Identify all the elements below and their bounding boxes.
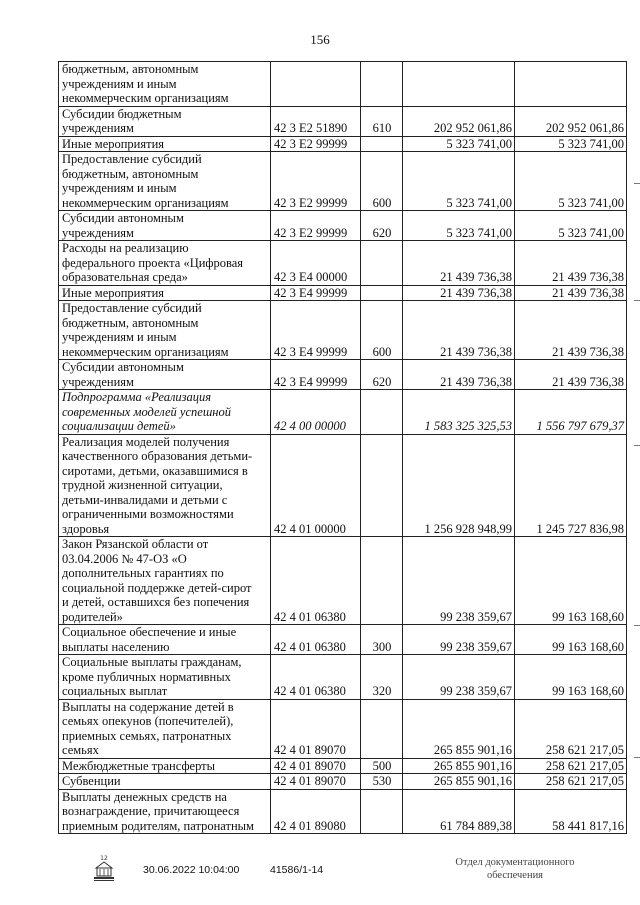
amount-first-cell: 265 855 901,16: [403, 774, 515, 790]
amount-first-cell: 99 238 359,67: [403, 655, 515, 700]
table-row: [59, 285, 627, 301]
page-number: 156: [310, 32, 330, 47]
expense-type-cell: 610: [361, 106, 403, 136]
expense-type-cell: [361, 699, 403, 758]
stamp-line: обеспечения: [486, 870, 544, 881]
classification-code-cell: 42 4 01 89070: [271, 699, 361, 758]
table-row: [59, 789, 627, 834]
table-row: [59, 655, 627, 700]
amount-first-cell: 265 855 901,16: [403, 699, 515, 758]
item-name-cell: Выплаты на содержание детей в семьях опекунов (попечителей), приемных семьях, патронатных семьях: [59, 699, 271, 758]
amount-first-cell: 99 238 359,67: [403, 537, 515, 625]
amount-first-cell: 5 323 741,00: [403, 152, 515, 211]
table-row: [59, 211, 627, 241]
margin-mark: [634, 445, 640, 446]
amount-second-cell: 21 439 736,38: [515, 301, 627, 360]
classification-code-cell: 42 4 01 89080: [271, 789, 361, 834]
table-row: [59, 360, 627, 390]
amount-second-cell: 5 323 741,00: [515, 152, 627, 211]
classification-code-cell: 42 3 E4 00000: [271, 241, 361, 286]
amount-second-cell: 5 323 741,00: [515, 136, 627, 152]
amount-second-cell: 99 163 168,60: [515, 537, 627, 625]
expense-type-cell: 600: [361, 301, 403, 360]
amount-first-cell: 5 323 741,00: [403, 211, 515, 241]
item-name-cell: Закон Рязанской области от 03.04.2006 № 47-ОЗ «О дополнительных гарантиях по социальной поддержке детей-сирот и детей, оставшихся без попечения родителей»: [59, 537, 271, 625]
classification-code-cell: 42 3 E2 99999: [271, 152, 361, 211]
item-name-cell: Субвенции: [59, 774, 271, 790]
amount-first-cell: 1 583 325 325,53: [403, 390, 515, 435]
classification-code-cell: 42 4 01 89070: [271, 758, 361, 774]
amount-first-cell: 1 256 928 948,99: [403, 434, 515, 537]
amount-first-cell: 21 439 736,38: [403, 301, 515, 360]
item-name-cell: Субсидии бюджетным учреждениям: [59, 106, 271, 136]
budget-table-body: [59, 62, 627, 834]
seal-number: 12: [100, 855, 108, 862]
classification-code-cell: 42 3 E4 99999: [271, 360, 361, 390]
table-row: [59, 758, 627, 774]
amount-second-cell: 1 556 797 679,37: [515, 390, 627, 435]
amount-first-cell: 99 238 359,67: [403, 625, 515, 655]
classification-code-cell: 42 3 E4 99999: [271, 301, 361, 360]
item-name-cell: Расходы на реализацию федерального проекта «Цифровая образовательная среда»: [59, 241, 271, 286]
classification-code-cell: 42 4 00 00000: [271, 390, 361, 435]
table-row: [59, 301, 627, 360]
classification-code-cell: 42 3 E2 51890: [271, 106, 361, 136]
table-row: [59, 699, 627, 758]
amount-second-cell: 258 621 217,05: [515, 774, 627, 790]
item-name-cell: Реализация моделей получения качественного образования детьми- сиротами, детьми, оказавшимися в трудной жизненной ситуации, детьми-инвалидами и детьми с ограниченными возможностями здоровья: [59, 434, 271, 537]
classification-code-cell: 42 4 01 06380: [271, 625, 361, 655]
table-row: [59, 136, 627, 152]
expense-type-cell: 320: [361, 655, 403, 700]
amount-second-cell: 5 323 741,00: [515, 211, 627, 241]
expense-type-cell: [361, 434, 403, 537]
classification-code-cell: 42 3 E2 99999: [271, 211, 361, 241]
table-row: [59, 106, 627, 136]
margin-mark: [634, 183, 640, 184]
amount-second-cell: 21 439 736,38: [515, 360, 627, 390]
margin-mark: [634, 625, 640, 626]
amount-first-cell: 21 439 736,38: [403, 241, 515, 286]
amount-first-cell: 202 952 061,86: [403, 106, 515, 136]
item-name-cell: Социальное обеспечение и иные выплаты населению: [59, 625, 271, 655]
table-row: [59, 774, 627, 790]
table-row: [59, 625, 627, 655]
item-name-cell: Субсидии автономным учреждениям: [59, 360, 271, 390]
expense-type-cell: [361, 789, 403, 834]
expense-type-cell: 300: [361, 625, 403, 655]
classification-code-cell: 42 3 E2 99999: [271, 136, 361, 152]
item-name-cell: Иные мероприятия: [59, 285, 271, 301]
classification-code-cell: 42 4 01 89070: [271, 774, 361, 790]
classification-code-cell: 42 4 01 06380: [271, 655, 361, 700]
amount-second-cell: 258 621 217,05: [515, 758, 627, 774]
amount-first-cell: [403, 62, 515, 107]
item-name-cell: Подпрограмма «Реализация современных моделей успешной социализации детей»: [59, 390, 271, 435]
table-row: [59, 152, 627, 211]
amount-first-cell: 61 784 889,38: [403, 789, 515, 834]
table-row: [59, 62, 627, 107]
registration-date: 30.06.2022 10:04:00: [143, 864, 240, 876]
stamp-line: Отдел документационного: [455, 857, 575, 868]
expense-type-cell: 620: [361, 360, 403, 390]
expense-type-cell: [361, 62, 403, 107]
amount-second-cell: 1 245 727 836,98: [515, 434, 627, 537]
amount-second-cell: 21 439 736,38: [515, 285, 627, 301]
item-name-cell: Выплаты денежных средств на вознаграждение, причитающееся приемным родителям, патронатным: [59, 789, 271, 834]
amount-second-cell: 99 163 168,60: [515, 625, 627, 655]
registration-number: 41586/1-14: [270, 864, 324, 876]
margin-mark: [634, 757, 640, 758]
table-row: [59, 241, 627, 286]
amount-first-cell: 5 323 741,00: [403, 136, 515, 152]
amount-second-cell: 258 621 217,05: [515, 699, 627, 758]
margin-mark: [634, 300, 640, 301]
table-row: [59, 537, 627, 625]
item-name-cell: Социальные выплаты гражданам, кроме публичных нормативных социальных выплат: [59, 655, 271, 700]
classification-code-cell: 42 3 E4 99999: [271, 285, 361, 301]
page-footer: [0, 850, 640, 890]
item-name-cell: бюджетным, автономным учреждениям и иным некоммерческим организациям: [59, 62, 271, 107]
expense-type-cell: [361, 537, 403, 625]
classification-code-cell: [271, 62, 361, 107]
item-name-cell: Межбюджетные трансферты: [59, 758, 271, 774]
expense-type-cell: 500: [361, 758, 403, 774]
table-row: [59, 434, 627, 537]
expense-type-cell: [361, 285, 403, 301]
amount-first-cell: 21 439 736,38: [403, 360, 515, 390]
expense-type-cell: 600: [361, 152, 403, 211]
expense-type-cell: [361, 241, 403, 286]
classification-code-cell: 42 4 01 00000: [271, 434, 361, 537]
item-name-cell: Субсидии автономным учреждениям: [59, 211, 271, 241]
expense-type-cell: [361, 390, 403, 435]
table-row: [59, 390, 627, 435]
expense-type-cell: 530: [361, 774, 403, 790]
department-stamp: [440, 856, 590, 882]
expense-type-cell: 620: [361, 211, 403, 241]
amount-second-cell: [515, 62, 627, 107]
amount-second-cell: 21 439 736,38: [515, 241, 627, 286]
amount-first-cell: 265 855 901,16: [403, 758, 515, 774]
item-name-cell: Предоставление субсидий бюджетным, автономным учреждениям и иным некоммерческим организациям: [59, 301, 271, 360]
item-name-cell: Иные мероприятия: [59, 136, 271, 152]
classification-code-cell: 42 4 01 06380: [271, 537, 361, 625]
expense-type-cell: [361, 136, 403, 152]
budget-table: [58, 61, 627, 834]
amount-second-cell: 202 952 061,86: [515, 106, 627, 136]
amount-second-cell: 99 163 168,60: [515, 655, 627, 700]
item-name-cell: Предоставление субсидий бюджетным, автономным учреждениям и иным некоммерческим организациям: [59, 152, 271, 211]
amount-second-cell: 58 441 817,16: [515, 789, 627, 834]
amount-first-cell: 21 439 736,38: [403, 285, 515, 301]
duma-seal-icon: [90, 854, 118, 884]
